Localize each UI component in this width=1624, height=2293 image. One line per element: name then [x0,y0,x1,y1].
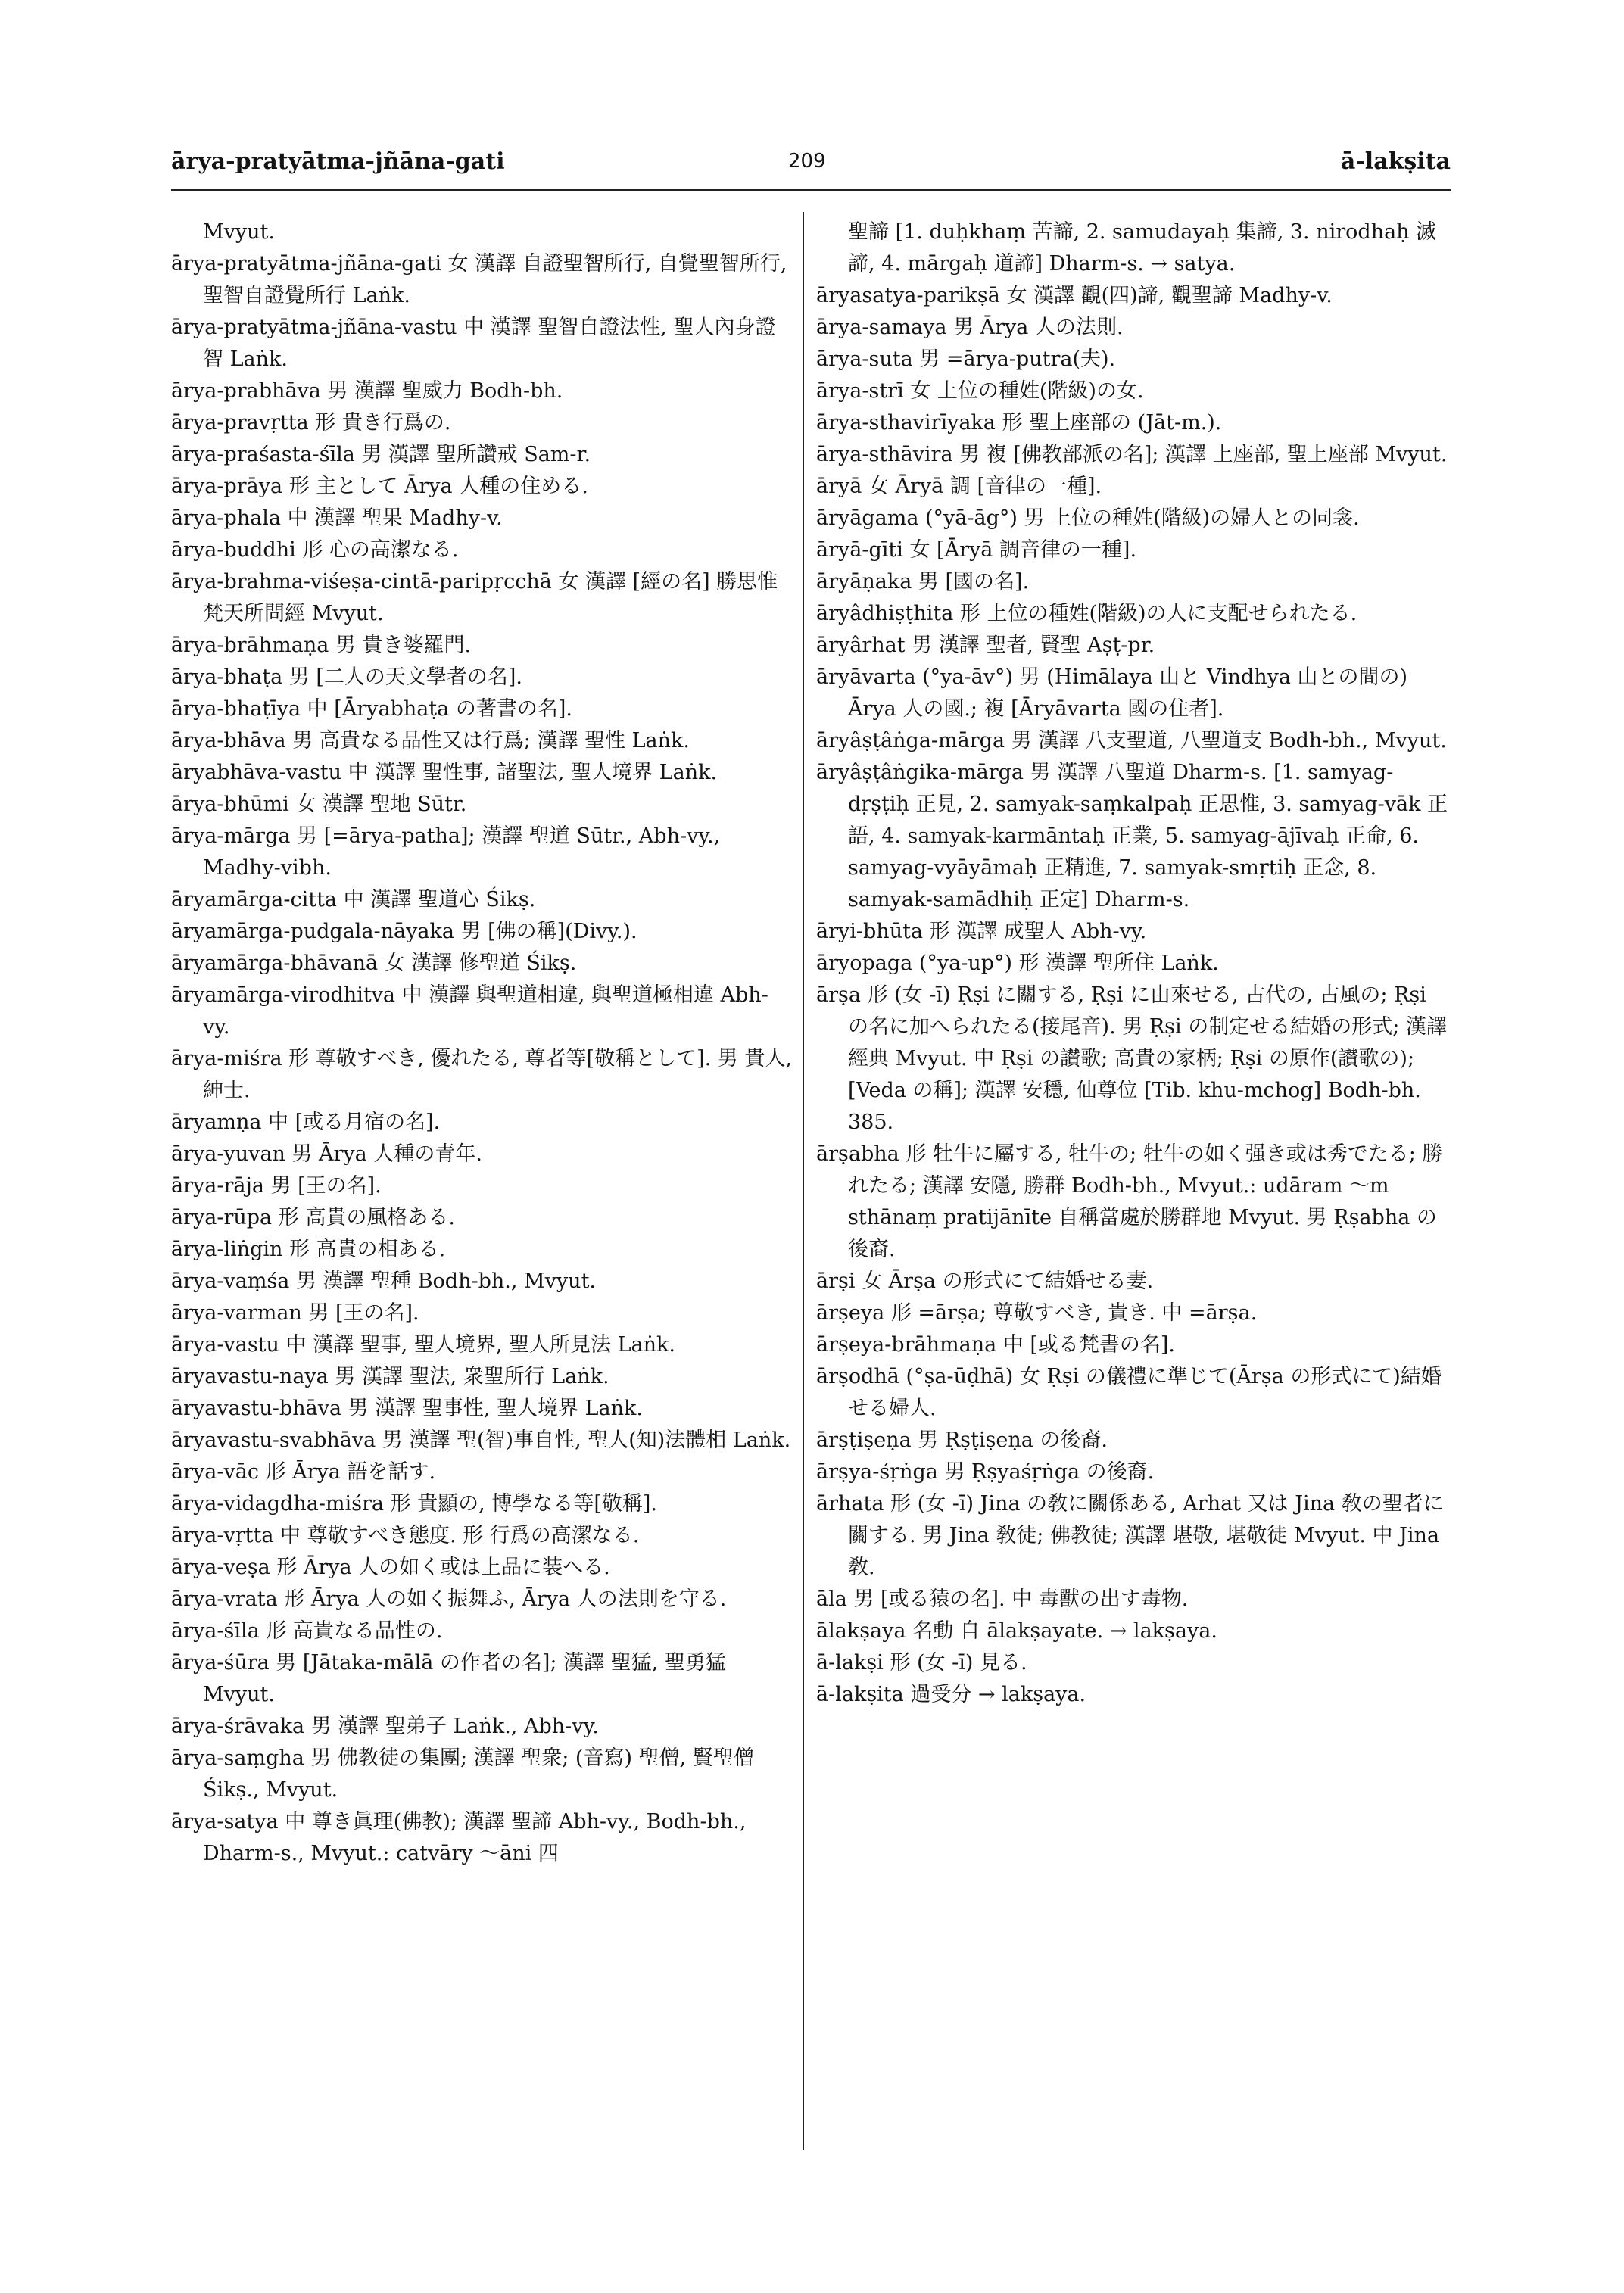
dictionary-entry: ārya-vaṃśa 男 漢譯 聖種 Bodh-bh., Mvyut. [171,1270,597,1293]
dictionary-entry: ārya-veṣa 形 Ārya 人の如く或は上品に装へる. [171,1556,610,1579]
dictionary-entry: ārṣodhā (°ṣa-ūḍhā) 女 Ṛṣi の儀禮に準じて(Ārṣa の形式にて)結婚せる婦人. [816,1365,1442,1420]
dictionary-entry: āryā-gīti 女 [Āryā 調音律の一種]. [816,538,1137,562]
dictionary-entry: ārhata 形 (女 -ī) Jina の敎に關係ある, Arhat 又は Jina 敎の聖者に關する. 男 Jina 敎徒; 佛教徒; 漢譯 堪敬, 堪敬徒 Mvyut. 中 Jina 敎. [816,1492,1444,1579]
dictionary-entry: ārya-satya 中 尊き眞理(佛教); 漢譯 聖諦 Abh-vy., Bodh-bh., Dharm-s., Mvyut.: catvāry ～āni 四 [171,1810,747,1865]
dictionary-entry: ārya-pravṛtta 形 貴き行爲の. [171,411,451,435]
page-number: 209 [788,150,826,173]
dictionary-entry: ārya-rāja 男 [王の名]. [171,1174,382,1198]
dictionary-entry: ārya-prāya 形 主として Ārya 人種の住める. [171,475,588,498]
dictionary-entry: āryāṇaka 男 [國の名]. [816,570,1030,594]
dictionary-entry: āryi-bhūta 形 漢譯 成聖人 Abh-vy. [816,920,1147,943]
dictionary-entry: āryâdhiṣṭhita 形 上位の種姓(階級)の人に支配せられたる. [816,602,1357,625]
dictionary-entry: ārya-suta 男 =ārya-putra(夫). [816,347,1116,371]
dictionary-entry: ārya-vṛtta 中 尊敬すべき態度. 形 行爲の高潔なる. [171,1524,640,1547]
dictionary-entry: ārya-samaya 男 Ārya 人の法則. [816,316,1124,339]
dictionary-entry: ārya-liṅgin 形 高貴の相ある. [171,1238,446,1261]
right-guide-word: ā-lakṣita [1340,148,1451,175]
dictionary-entry: ārya-yuvan 男 Ārya 人種の青年. [171,1142,482,1166]
running-header [171,148,1451,194]
dictionary-entry: Mvyut. [203,220,275,244]
dictionary-entry: ārya-strī 女 上位の種姓(階級)の女. [816,379,1144,403]
dictionary-entry: ārṣṭiṣeṇa 男 Ṛṣṭiṣeṇa の後裔. [816,1428,1108,1452]
left-column [171,217,792,1870]
dictionary-entry: ārya-bhaṭīya 中 [Āryabhaṭa の著書の名]. [171,697,572,721]
column-divider [803,212,804,2150]
dictionary-entry: ā-lakṣi 形 (女 -ī) 見る. [816,1651,1027,1675]
dictionary-entry: āryamārga-virodhitva 中 漢譯 與聖道相違, 與聖道極相違 Abh-vy. [171,983,768,1039]
dictionary-entry: ārṣeya-brāhmaṇa 中 [或る梵書の名]. [816,1333,1175,1357]
dictionary-entry: ārya-śīla 形 高貴なる品性の. [171,1619,443,1643]
dictionary-entry: āryâṣṭâṅga-mārga 男 漢譯 八支聖道, 八聖道支 Bodh-bh., Mvyut. [816,729,1447,752]
dictionary-entry: ārṣeya 形 =ārṣa; 尊敬すべき, 貴き. 中 =ārṣa. [816,1301,1258,1325]
dictionary-entry: ārya-varman 男 [王の名]. [171,1301,419,1325]
dictionary-entry: ārya-buddhi 形 心の高潔なる. [171,538,459,562]
dictionary-entry: āryamṇa 中 [或る月宿の名]. [171,1111,441,1134]
dictionary-entry: āla 男 [或る猿の名]. 中 毒獸の出す毒物. [816,1587,1189,1611]
dictionary-entry: āryā 女 Āryā 調 [音律の一種]. [816,475,1102,498]
dictionary-entry: ārya-vastu 中 漢譯 聖事, 聖人境界, 聖人所見法 Laṅk. [171,1333,675,1357]
dictionary-entry: ārya-pratyātma-jñāna-gati 女 漢譯 自證聖智所行, 自覺聖智所行, 聖智自證覺所行 Laṅk. [171,252,787,307]
dictionary-entry: ārya-vidagdha-miśra 形 貴顯の, 博學なる等[敬稱]. [171,1492,658,1516]
right-column [816,217,1452,1711]
dictionary-entry: ārya-phala 中 漢譯 聖果 Madhy-v. [171,506,503,530]
dictionary-entry: ārya-prabhāva 男 漢譯 聖威力 Bodh-bh. [171,379,563,403]
dictionary-entry: ārya-śūra 男 [Jātaka-mālā の作者の名]; 漢譯 聖猛, 聖勇猛 Mvyut. [171,1651,726,1706]
header-rule [171,189,1451,191]
dictionary-entry: ārya-brahma-viśeṣa-cintā-paripṛcchā 女 漢譯 [經の名] 勝思惟梵天所問經 Mvyut. [171,570,778,625]
dictionary-entry: āryāvarta (°ya-āv°) 男 (Himālaya 山と Vindhya 山との間の) Ārya 人の國.; 複 [Āryāvarta 國の住者]. [816,665,1408,721]
dictionary-entry: āryamārga-pudgala-nāyaka 男 [佛の稱](Divy.). [171,920,637,943]
dictionary-entry: ārya-bhaṭa 男 [二人の天文學者の名]. [171,665,523,689]
dictionary-entry: ā-lakṣita 過受分 → lakṣaya. [816,1683,1086,1706]
dictionary-entry: ārya-pratyātma-jñāna-vastu 中 漢譯 聖智自證法性, 聖人內身證智 Laṅk. [171,316,776,371]
left-guide-word: ārya-pratyātma-jñāna-gati [171,148,505,175]
dictionary-entry: āryasatya-parikṣā 女 漢譯 觀(四)諦, 觀聖諦 Madhy-v. [816,284,1333,307]
dictionary-entry: ārya-brāhmaṇa 男 貴き婆羅門. [171,634,472,657]
dictionary-entry: ārya-vāc 形 Ārya 語を話す. [171,1460,436,1484]
dictionary-entry: āryavastu-svabhāva 男 漢譯 聖(智)事自性, 聖人(知)法體相 Laṅk. [171,1428,791,1452]
dictionary-entry: ārya-sthāvira 男 複 [佛教部派の名]; 漢譯 上座部, 聖上座部 Mvyut. [816,443,1448,466]
dictionary-entry: ārya-sthavirīyaka 形 聖上座部の (Jāt-m.). [816,411,1222,435]
dictionary-entry: ārya-bhāva 男 高貴なる品性又は行爲; 漢譯 聖性 Laṅk. [171,729,690,752]
dictionary-entry: āryamārga-citta 中 漢譯 聖道心 Śikṣ. [171,888,536,911]
dictionary-entry: āryârhat 男 漢譯 聖者, 賢聖 Aṣṭ-pr. [816,634,1155,657]
dictionary-entry: ārya-bhūmi 女 漢譯 聖地 Sūtr. [171,793,467,816]
dictionary-entry: ārṣi 女 Ārṣa の形式にて結婚せる妻. [816,1270,1154,1293]
dictionary-entry: āryavastu-naya 男 漢譯 聖法, 衆聖所行 Laṅk. [171,1365,609,1388]
dictionary-entry: āryopaga (°ya-up°) 形 漢譯 聖所住 Laṅk. [816,952,1219,975]
dictionary-entry: āryamārga-bhāvanā 女 漢譯 修聖道 Śikṣ. [171,952,577,975]
dictionary-entry: ārya-mārga 男 [=ārya-patha]; 漢譯 聖道 Sūtr., Abh-vy., Madhy-vibh. [171,824,721,880]
dictionary-entry: ārṣa 形 (女 -ī) Ṛṣi に關する, Ṛṣi に由來せる, 古代の, 古風の; Ṛṣi の名に加へられたる(接尾音). 男 Ṛṣi の制定せる結婚の形式; 漢譯 經典 Mvyut. 中 Ṛṣi の讃歌; 高貴の家柄; Ṛṣi の原作(讃歌の); [Veda の稱]; 漢譯 安穩, 仙尊位 [Tib. khu-mchog] Bodh-bh. 385. [816,983,1447,1134]
dictionary-entry: ārṣabha 形 牡牛に屬する, 牡牛の; 牡牛の如く强き或は秀でたる; 勝れたる; 漢譯 安隱, 勝群 Bodh-bh., Mvyut.: udāram ～m sthānaṃ pratijānīte 自稱當處於勝群地 Mvyut. 男 Ṛṣabha の後裔. [816,1142,1443,1261]
dictionary-entry: ārya-miśra 形 尊敬すべき, 優れたる, 尊者等[敬稱として]. 男 貴人, 紳士. [171,1047,792,1102]
dictionary-entry: ālakṣaya 名動 自 ālakṣayate. → lakṣaya. [816,1619,1217,1643]
dictionary-entry: ārṣya-śṛṅga 男 Ṛṣyaśṛṅga の後裔. [816,1460,1155,1484]
dictionary-entry: ārya-vrata 形 Ārya 人の如く振舞ふ, Ārya 人の法則を守る. [171,1587,727,1611]
dictionary-entry: 聖諦 [1. duḥkhaṃ 苦諦, 2. samudayaḥ 集諦, 3. nirodhaḥ 滅諦, 4. mārgaḥ 道諦] Dharm-s. → satya. [848,220,1437,276]
dictionary-entry: ārya-śrāvaka 男 漢譯 聖弟子 Laṅk., Abh-vy. [171,1715,599,1738]
dictionary-entry: āryavastu-bhāva 男 漢譯 聖事性, 聖人境界 Laṅk. [171,1397,643,1420]
dictionary-entry: āryâṣṭâṅgika-mārga 男 漢譯 八聖道 Dharm-s. [1. samyag-dṛṣṭiḥ 正見, 2. samyak-saṃkalpaḥ 正思惟, 3. samyag-vāk 正語, 4. samyak-karmāntaḥ 正業, 5. samyag-ājīvaḥ 正命, 6. samyag-vyāyāmaḥ 正精進, 7. samyak-smṛtiḥ 正念, 8. samyak-samādhiḥ 正定] Dharm-s. [816,761,1448,911]
dictionary-entry: ārya-rūpa 形 高貴の風格ある. [171,1206,455,1229]
dictionary-entry: āryāgama (°yā-āg°) 男 上位の種姓(階級)の婦人との同衾. [816,506,1360,530]
dictionary-entry: āryabhāva-vastu 中 漢譯 聖性事, 諸聖法, 聖人境界 Laṅk. [171,761,718,784]
dictionary-entry: ārya-saṃgha 男 佛教徒の集團; 漢譯 聖衆; (音寫) 聖僧, 賢聖僧 Śikṣ., Mvyut. [171,1746,754,1802]
dictionary-entry: ārya-praśasta-śīla 男 漢譯 聖所讚戒 Sam-r. [171,443,591,466]
